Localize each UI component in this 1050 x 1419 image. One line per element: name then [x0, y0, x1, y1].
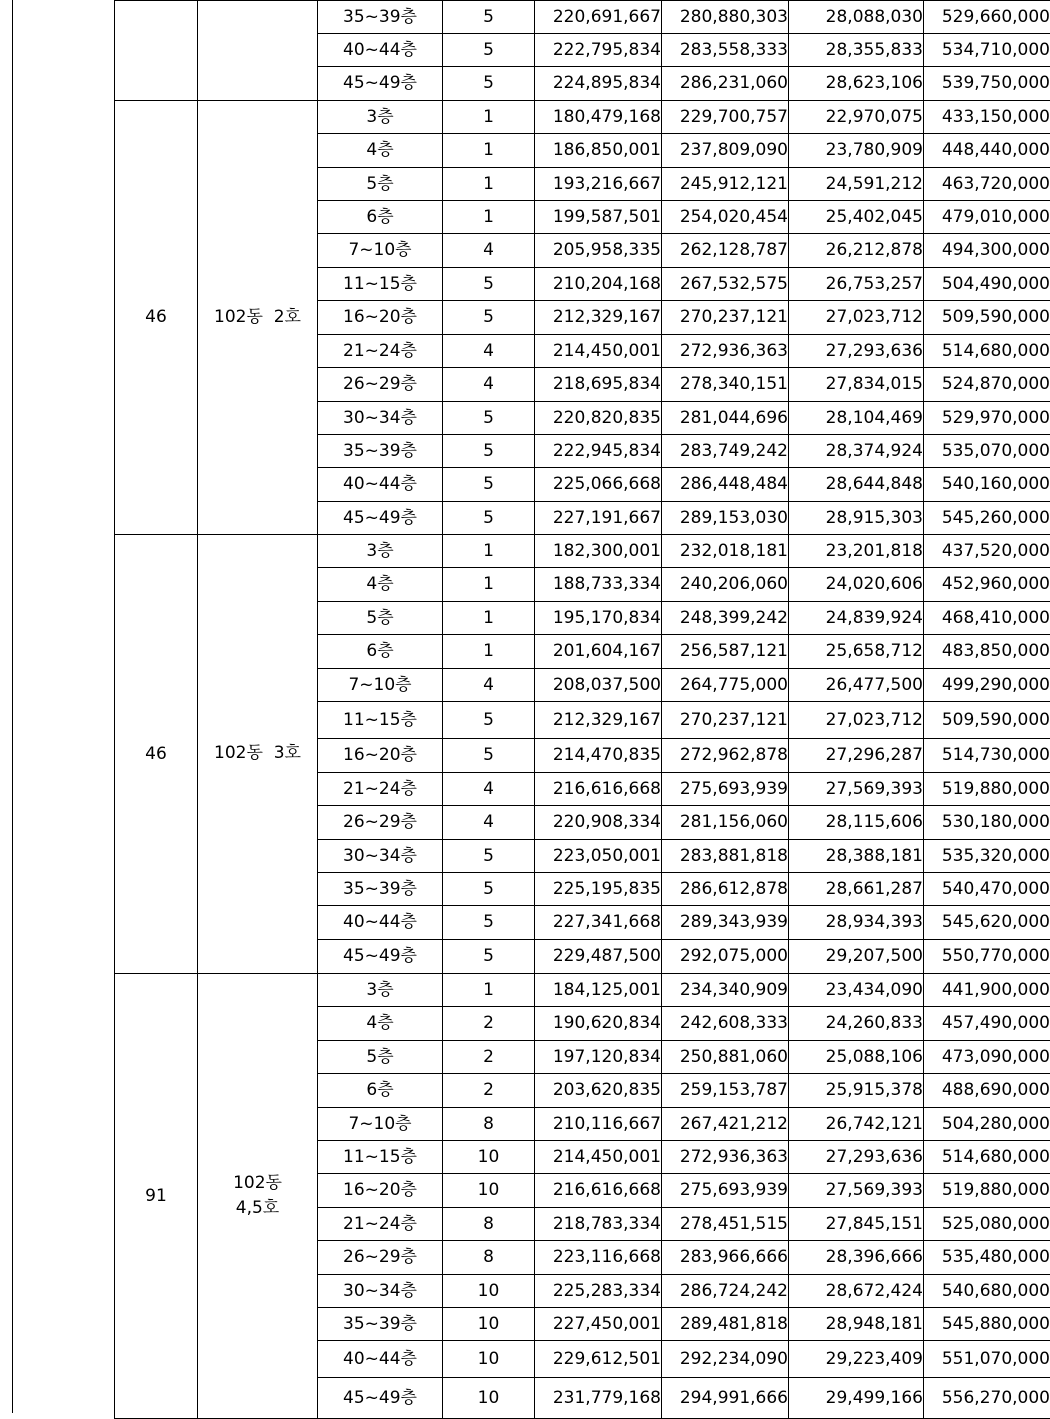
- unit-type-line: 102동: [233, 1171, 282, 1197]
- count-cell: 5: [443, 906, 535, 940]
- vat-cell: 25,402,045: [789, 201, 924, 234]
- floor-cell: 45~49층: [318, 940, 443, 974]
- total-cell: 509,590,000: [924, 301, 1050, 335]
- land-cell: 180,479,168: [535, 101, 662, 134]
- land-cell: 220,820,835: [535, 402, 662, 435]
- count-cell: 5: [443, 502, 535, 535]
- total-cell: 534,710,000: [924, 34, 1050, 67]
- count-cell: 5: [443, 468, 535, 502]
- bldg-cell: 283,881,818: [662, 840, 789, 873]
- bldg-cell: 267,421,212: [662, 1108, 789, 1141]
- count-cell: 5: [443, 940, 535, 974]
- total-cell: 488,690,000: [924, 1074, 1050, 1108]
- table-row: [115, 1, 1050, 34]
- floor-cell: 6층: [318, 201, 443, 234]
- total-cell: 551,070,000: [924, 1341, 1050, 1378]
- unit-type-cell: [198, 535, 318, 974]
- floor-cell: 21~24층: [318, 773, 443, 806]
- bldg-cell: 289,153,030: [662, 502, 789, 535]
- count-cell: 1: [443, 134, 535, 168]
- bldg-cell: 272,936,363: [662, 335, 789, 368]
- land-cell: 227,191,667: [535, 502, 662, 535]
- total-cell: 545,620,000: [924, 906, 1050, 940]
- floor-cell: 16~20층: [318, 739, 443, 773]
- count-cell: 5: [443, 301, 535, 335]
- land-cell: 218,695,834: [535, 368, 662, 402]
- floor-cell: 16~20층: [318, 301, 443, 335]
- count-cell: 8: [443, 1241, 535, 1275]
- units-cell: 46: [115, 101, 198, 535]
- count-cell: 10: [443, 1275, 535, 1308]
- land-cell: 212,329,167: [535, 301, 662, 335]
- floor-cell: 7~10층: [318, 669, 443, 702]
- floor-cell: 5층: [318, 168, 443, 201]
- vat-cell: 28,644,848: [789, 468, 924, 502]
- total-cell: 519,880,000: [924, 1174, 1050, 1208]
- total-cell: 433,150,000: [924, 101, 1050, 134]
- units-cell: [115, 1, 198, 101]
- floor-cell: 5층: [318, 602, 443, 635]
- land-cell: 205,958,335: [535, 234, 662, 268]
- total-cell: 550,770,000: [924, 940, 1050, 974]
- count-cell: 10: [443, 1141, 535, 1174]
- unit-type-line: 102동 2호: [214, 305, 301, 331]
- land-cell: 182,300,001: [535, 535, 662, 568]
- bldg-cell: 248,399,242: [662, 602, 789, 635]
- total-cell: 483,850,000: [924, 635, 1050, 669]
- bldg-cell: 256,587,121: [662, 635, 789, 669]
- land-cell: 223,116,668: [535, 1241, 662, 1275]
- table-row: [115, 535, 1050, 568]
- vat-cell: 26,742,121: [789, 1108, 924, 1141]
- floor-cell: 45~49층: [318, 502, 443, 535]
- unit-type-line: 4,5호: [233, 1196, 282, 1222]
- count-cell: 4: [443, 234, 535, 268]
- count-cell: 5: [443, 739, 535, 773]
- vat-cell: 27,293,636: [789, 335, 924, 368]
- land-cell: 216,616,668: [535, 1174, 662, 1208]
- floor-cell: 45~49층: [318, 67, 443, 101]
- land-cell: 222,945,834: [535, 435, 662, 468]
- bldg-cell: 245,912,121: [662, 168, 789, 201]
- land-cell: 184,125,001: [535, 974, 662, 1007]
- bldg-cell: 281,044,696: [662, 402, 789, 435]
- count-cell: 4: [443, 368, 535, 402]
- unit-type-cell: [198, 974, 318, 1419]
- vat-cell: 26,753,257: [789, 268, 924, 301]
- floor-cell: 35~39층: [318, 1308, 443, 1341]
- vat-cell: 25,658,712: [789, 635, 924, 669]
- total-cell: 535,480,000: [924, 1241, 1050, 1275]
- vat-cell: 28,672,424: [789, 1275, 924, 1308]
- count-cell: 4: [443, 669, 535, 702]
- count-cell: 2: [443, 1041, 535, 1074]
- land-cell: 214,450,001: [535, 335, 662, 368]
- count-cell: 8: [443, 1208, 535, 1241]
- bldg-cell: 286,612,878: [662, 873, 789, 906]
- land-cell: 225,195,835: [535, 873, 662, 906]
- units-cell: 46: [115, 535, 198, 974]
- land-cell: 225,283,334: [535, 1275, 662, 1308]
- price-table-body: [115, 1, 1050, 1419]
- count-cell: 4: [443, 773, 535, 806]
- land-cell: 220,691,667: [535, 1, 662, 34]
- total-cell: 479,010,000: [924, 201, 1050, 234]
- floor-cell: 35~39층: [318, 873, 443, 906]
- count-cell: 1: [443, 101, 535, 134]
- total-cell: 441,900,000: [924, 974, 1050, 1007]
- land-cell: 218,783,334: [535, 1208, 662, 1241]
- unit-type-cell: [198, 1, 318, 101]
- floor-cell: 30~34층: [318, 840, 443, 873]
- left-margin-border: [12, 0, 13, 1413]
- total-cell: 504,280,000: [924, 1108, 1050, 1141]
- count-cell: 1: [443, 635, 535, 669]
- table-row: [115, 974, 1050, 1007]
- floor-cell: 40~44층: [318, 1341, 443, 1378]
- floor-cell: 26~29층: [318, 368, 443, 402]
- vat-cell: 24,020,606: [789, 568, 924, 602]
- vat-cell: 23,201,818: [789, 535, 924, 568]
- total-cell: 525,080,000: [924, 1208, 1050, 1241]
- total-cell: 509,590,000: [924, 702, 1050, 739]
- vat-cell: 26,477,500: [789, 669, 924, 702]
- total-cell: 494,300,000: [924, 234, 1050, 268]
- floor-cell: 35~39층: [318, 435, 443, 468]
- bldg-cell: 292,075,000: [662, 940, 789, 974]
- count-cell: 2: [443, 1074, 535, 1108]
- bldg-cell: 262,128,787: [662, 234, 789, 268]
- vat-cell: 29,223,409: [789, 1341, 924, 1378]
- bldg-cell: 283,558,333: [662, 34, 789, 67]
- bldg-cell: 294,991,666: [662, 1378, 789, 1419]
- total-cell: 437,520,000: [924, 535, 1050, 568]
- floor-cell: 4층: [318, 134, 443, 168]
- total-cell: 473,090,000: [924, 1041, 1050, 1074]
- floor-cell: 21~24층: [318, 335, 443, 368]
- count-cell: 1: [443, 535, 535, 568]
- floor-cell: 45~49층: [318, 1378, 443, 1419]
- vat-cell: 28,661,287: [789, 873, 924, 906]
- total-cell: 530,180,000: [924, 806, 1050, 840]
- vat-cell: 23,434,090: [789, 974, 924, 1007]
- land-cell: 229,487,500: [535, 940, 662, 974]
- land-cell: 227,450,001: [535, 1308, 662, 1341]
- bldg-cell: 264,775,000: [662, 669, 789, 702]
- floor-cell: 3층: [318, 101, 443, 134]
- total-cell: 463,720,000: [924, 168, 1050, 201]
- unit-type-line: 102동 3호: [214, 741, 301, 767]
- count-cell: 1: [443, 168, 535, 201]
- count-cell: 2: [443, 1007, 535, 1041]
- land-cell: 188,733,334: [535, 568, 662, 602]
- count-cell: 5: [443, 34, 535, 67]
- count-cell: 5: [443, 1, 535, 34]
- total-cell: 535,320,000: [924, 840, 1050, 873]
- vat-cell: 27,834,015: [789, 368, 924, 402]
- floor-cell: 30~34층: [318, 402, 443, 435]
- land-cell: 224,895,834: [535, 67, 662, 101]
- total-cell: 504,490,000: [924, 268, 1050, 301]
- bldg-cell: 272,936,363: [662, 1141, 789, 1174]
- land-cell: 214,450,001: [535, 1141, 662, 1174]
- bldg-cell: 250,881,060: [662, 1041, 789, 1074]
- bldg-cell: 275,693,939: [662, 773, 789, 806]
- bldg-cell: 280,880,303: [662, 1, 789, 34]
- count-cell: 5: [443, 702, 535, 739]
- floor-cell: 7~10층: [318, 234, 443, 268]
- count-cell: 1: [443, 974, 535, 1007]
- floor-cell: 11~15층: [318, 1141, 443, 1174]
- total-cell: 457,490,000: [924, 1007, 1050, 1041]
- count-cell: 4: [443, 806, 535, 840]
- floor-cell: 26~29층: [318, 1241, 443, 1275]
- vat-cell: 28,948,181: [789, 1308, 924, 1341]
- vat-cell: 27,023,712: [789, 301, 924, 335]
- land-cell: 201,604,167: [535, 635, 662, 669]
- vat-cell: 27,845,151: [789, 1208, 924, 1241]
- total-cell: 539,750,000: [924, 67, 1050, 101]
- floor-cell: 4층: [318, 1007, 443, 1041]
- count-cell: 1: [443, 602, 535, 635]
- vat-cell: 26,212,878: [789, 234, 924, 268]
- bldg-cell: 278,451,515: [662, 1208, 789, 1241]
- land-cell: 216,616,668: [535, 773, 662, 806]
- bldg-cell: 232,018,181: [662, 535, 789, 568]
- floor-cell: 11~15층: [318, 268, 443, 301]
- count-cell: 4: [443, 335, 535, 368]
- vat-cell: 28,374,924: [789, 435, 924, 468]
- land-cell: 190,620,834: [535, 1007, 662, 1041]
- unit-type-cell: [198, 101, 318, 535]
- count-cell: 10: [443, 1341, 535, 1378]
- bldg-cell: 270,237,121: [662, 301, 789, 335]
- floor-cell: 5층: [318, 1041, 443, 1074]
- floor-cell: 26~29층: [318, 806, 443, 840]
- bldg-cell: 270,237,121: [662, 702, 789, 739]
- count-cell: 5: [443, 402, 535, 435]
- vat-cell: 27,569,393: [789, 1174, 924, 1208]
- land-cell: 193,216,667: [535, 168, 662, 201]
- vat-cell: 24,591,212: [789, 168, 924, 201]
- floor-cell: 16~20층: [318, 1174, 443, 1208]
- total-cell: 545,880,000: [924, 1308, 1050, 1341]
- floor-cell: 3층: [318, 535, 443, 568]
- vat-cell: 27,023,712: [789, 702, 924, 739]
- vat-cell: 28,355,833: [789, 34, 924, 67]
- vat-cell: 28,396,666: [789, 1241, 924, 1275]
- floor-cell: 4층: [318, 568, 443, 602]
- land-cell: 203,620,835: [535, 1074, 662, 1108]
- vat-cell: 28,088,030: [789, 1, 924, 34]
- land-cell: 208,037,500: [535, 669, 662, 702]
- total-cell: 529,970,000: [924, 402, 1050, 435]
- vat-cell: 28,623,106: [789, 67, 924, 101]
- vat-cell: 23,780,909: [789, 134, 924, 168]
- land-cell: 231,779,168: [535, 1378, 662, 1419]
- total-cell: 448,440,000: [924, 134, 1050, 168]
- total-cell: 535,070,000: [924, 435, 1050, 468]
- land-cell: 186,850,001: [535, 134, 662, 168]
- total-cell: 514,680,000: [924, 1141, 1050, 1174]
- count-cell: 10: [443, 1378, 535, 1419]
- bldg-cell: 259,153,787: [662, 1074, 789, 1108]
- total-cell: 519,880,000: [924, 773, 1050, 806]
- vat-cell: 24,839,924: [789, 602, 924, 635]
- count-cell: 5: [443, 67, 535, 101]
- land-cell: 199,587,501: [535, 201, 662, 234]
- bldg-cell: 286,448,484: [662, 468, 789, 502]
- total-cell: 540,470,000: [924, 873, 1050, 906]
- floor-cell: 6층: [318, 635, 443, 669]
- land-cell: 212,329,167: [535, 702, 662, 739]
- land-cell: 227,341,668: [535, 906, 662, 940]
- bldg-cell: 292,234,090: [662, 1341, 789, 1378]
- bldg-cell: 234,340,909: [662, 974, 789, 1007]
- land-cell: 210,116,667: [535, 1108, 662, 1141]
- land-cell: 229,612,501: [535, 1341, 662, 1378]
- land-cell: 195,170,834: [535, 602, 662, 635]
- floor-cell: 6층: [318, 1074, 443, 1108]
- count-cell: 10: [443, 1174, 535, 1208]
- land-cell: 214,470,835: [535, 739, 662, 773]
- total-cell: 524,870,000: [924, 368, 1050, 402]
- bldg-cell: 267,532,575: [662, 268, 789, 301]
- count-cell: 1: [443, 201, 535, 234]
- bldg-cell: 286,724,242: [662, 1275, 789, 1308]
- bldg-cell: 275,693,939: [662, 1174, 789, 1208]
- floor-cell: 40~44층: [318, 906, 443, 940]
- vat-cell: 24,260,833: [789, 1007, 924, 1041]
- land-cell: 197,120,834: [535, 1041, 662, 1074]
- count-cell: 1: [443, 568, 535, 602]
- bldg-cell: 237,809,090: [662, 134, 789, 168]
- vat-cell: 28,115,606: [789, 806, 924, 840]
- total-cell: 556,270,000: [924, 1378, 1050, 1419]
- count-cell: 5: [443, 268, 535, 301]
- vat-cell: 22,970,075: [789, 101, 924, 134]
- total-cell: 529,660,000: [924, 1, 1050, 34]
- vat-cell: 28,915,303: [789, 502, 924, 535]
- units-cell: 91: [115, 974, 198, 1419]
- total-cell: 540,680,000: [924, 1275, 1050, 1308]
- floor-cell: 3층: [318, 974, 443, 1007]
- total-cell: 452,960,000: [924, 568, 1050, 602]
- vat-cell: 25,088,106: [789, 1041, 924, 1074]
- land-cell: 223,050,001: [535, 840, 662, 873]
- vat-cell: 28,388,181: [789, 840, 924, 873]
- count-cell: 5: [443, 840, 535, 873]
- bldg-cell: 289,343,939: [662, 906, 789, 940]
- bldg-cell: 283,966,666: [662, 1241, 789, 1275]
- floor-cell: 40~44층: [318, 468, 443, 502]
- total-cell: 540,160,000: [924, 468, 1050, 502]
- bldg-cell: 286,231,060: [662, 67, 789, 101]
- land-cell: 210,204,168: [535, 268, 662, 301]
- table-row: [115, 101, 1050, 134]
- price-table: [114, 0, 1050, 1419]
- floor-cell: 40~44층: [318, 34, 443, 67]
- bldg-cell: 229,700,757: [662, 101, 789, 134]
- floor-cell: 30~34층: [318, 1275, 443, 1308]
- vat-cell: 28,104,469: [789, 402, 924, 435]
- bldg-cell: 254,020,454: [662, 201, 789, 234]
- bldg-cell: 242,608,333: [662, 1007, 789, 1041]
- total-cell: 514,680,000: [924, 335, 1050, 368]
- vat-cell: 27,569,393: [789, 773, 924, 806]
- bldg-cell: 272,962,878: [662, 739, 789, 773]
- bldg-cell: 278,340,151: [662, 368, 789, 402]
- floor-cell: 35~39층: [318, 1, 443, 34]
- floor-cell: 11~15층: [318, 702, 443, 739]
- bldg-cell: 283,749,242: [662, 435, 789, 468]
- vat-cell: 29,207,500: [789, 940, 924, 974]
- count-cell: 5: [443, 873, 535, 906]
- floor-cell: 7~10층: [318, 1108, 443, 1141]
- total-cell: 499,290,000: [924, 669, 1050, 702]
- vat-cell: 29,499,166: [789, 1378, 924, 1419]
- total-cell: 468,410,000: [924, 602, 1050, 635]
- vat-cell: 27,296,287: [789, 739, 924, 773]
- count-cell: 8: [443, 1108, 535, 1141]
- count-cell: 5: [443, 435, 535, 468]
- vat-cell: 28,934,393: [789, 906, 924, 940]
- vat-cell: 27,293,636: [789, 1141, 924, 1174]
- vat-cell: 25,915,378: [789, 1074, 924, 1108]
- floor-cell: 21~24층: [318, 1208, 443, 1241]
- count-cell: 10: [443, 1308, 535, 1341]
- bldg-cell: 289,481,818: [662, 1308, 789, 1341]
- bldg-cell: 281,156,060: [662, 806, 789, 840]
- land-cell: 220,908,334: [535, 806, 662, 840]
- land-cell: 225,066,668: [535, 468, 662, 502]
- bldg-cell: 240,206,060: [662, 568, 789, 602]
- land-cell: 222,795,834: [535, 34, 662, 67]
- total-cell: 514,730,000: [924, 739, 1050, 773]
- total-cell: 545,260,000: [924, 502, 1050, 535]
